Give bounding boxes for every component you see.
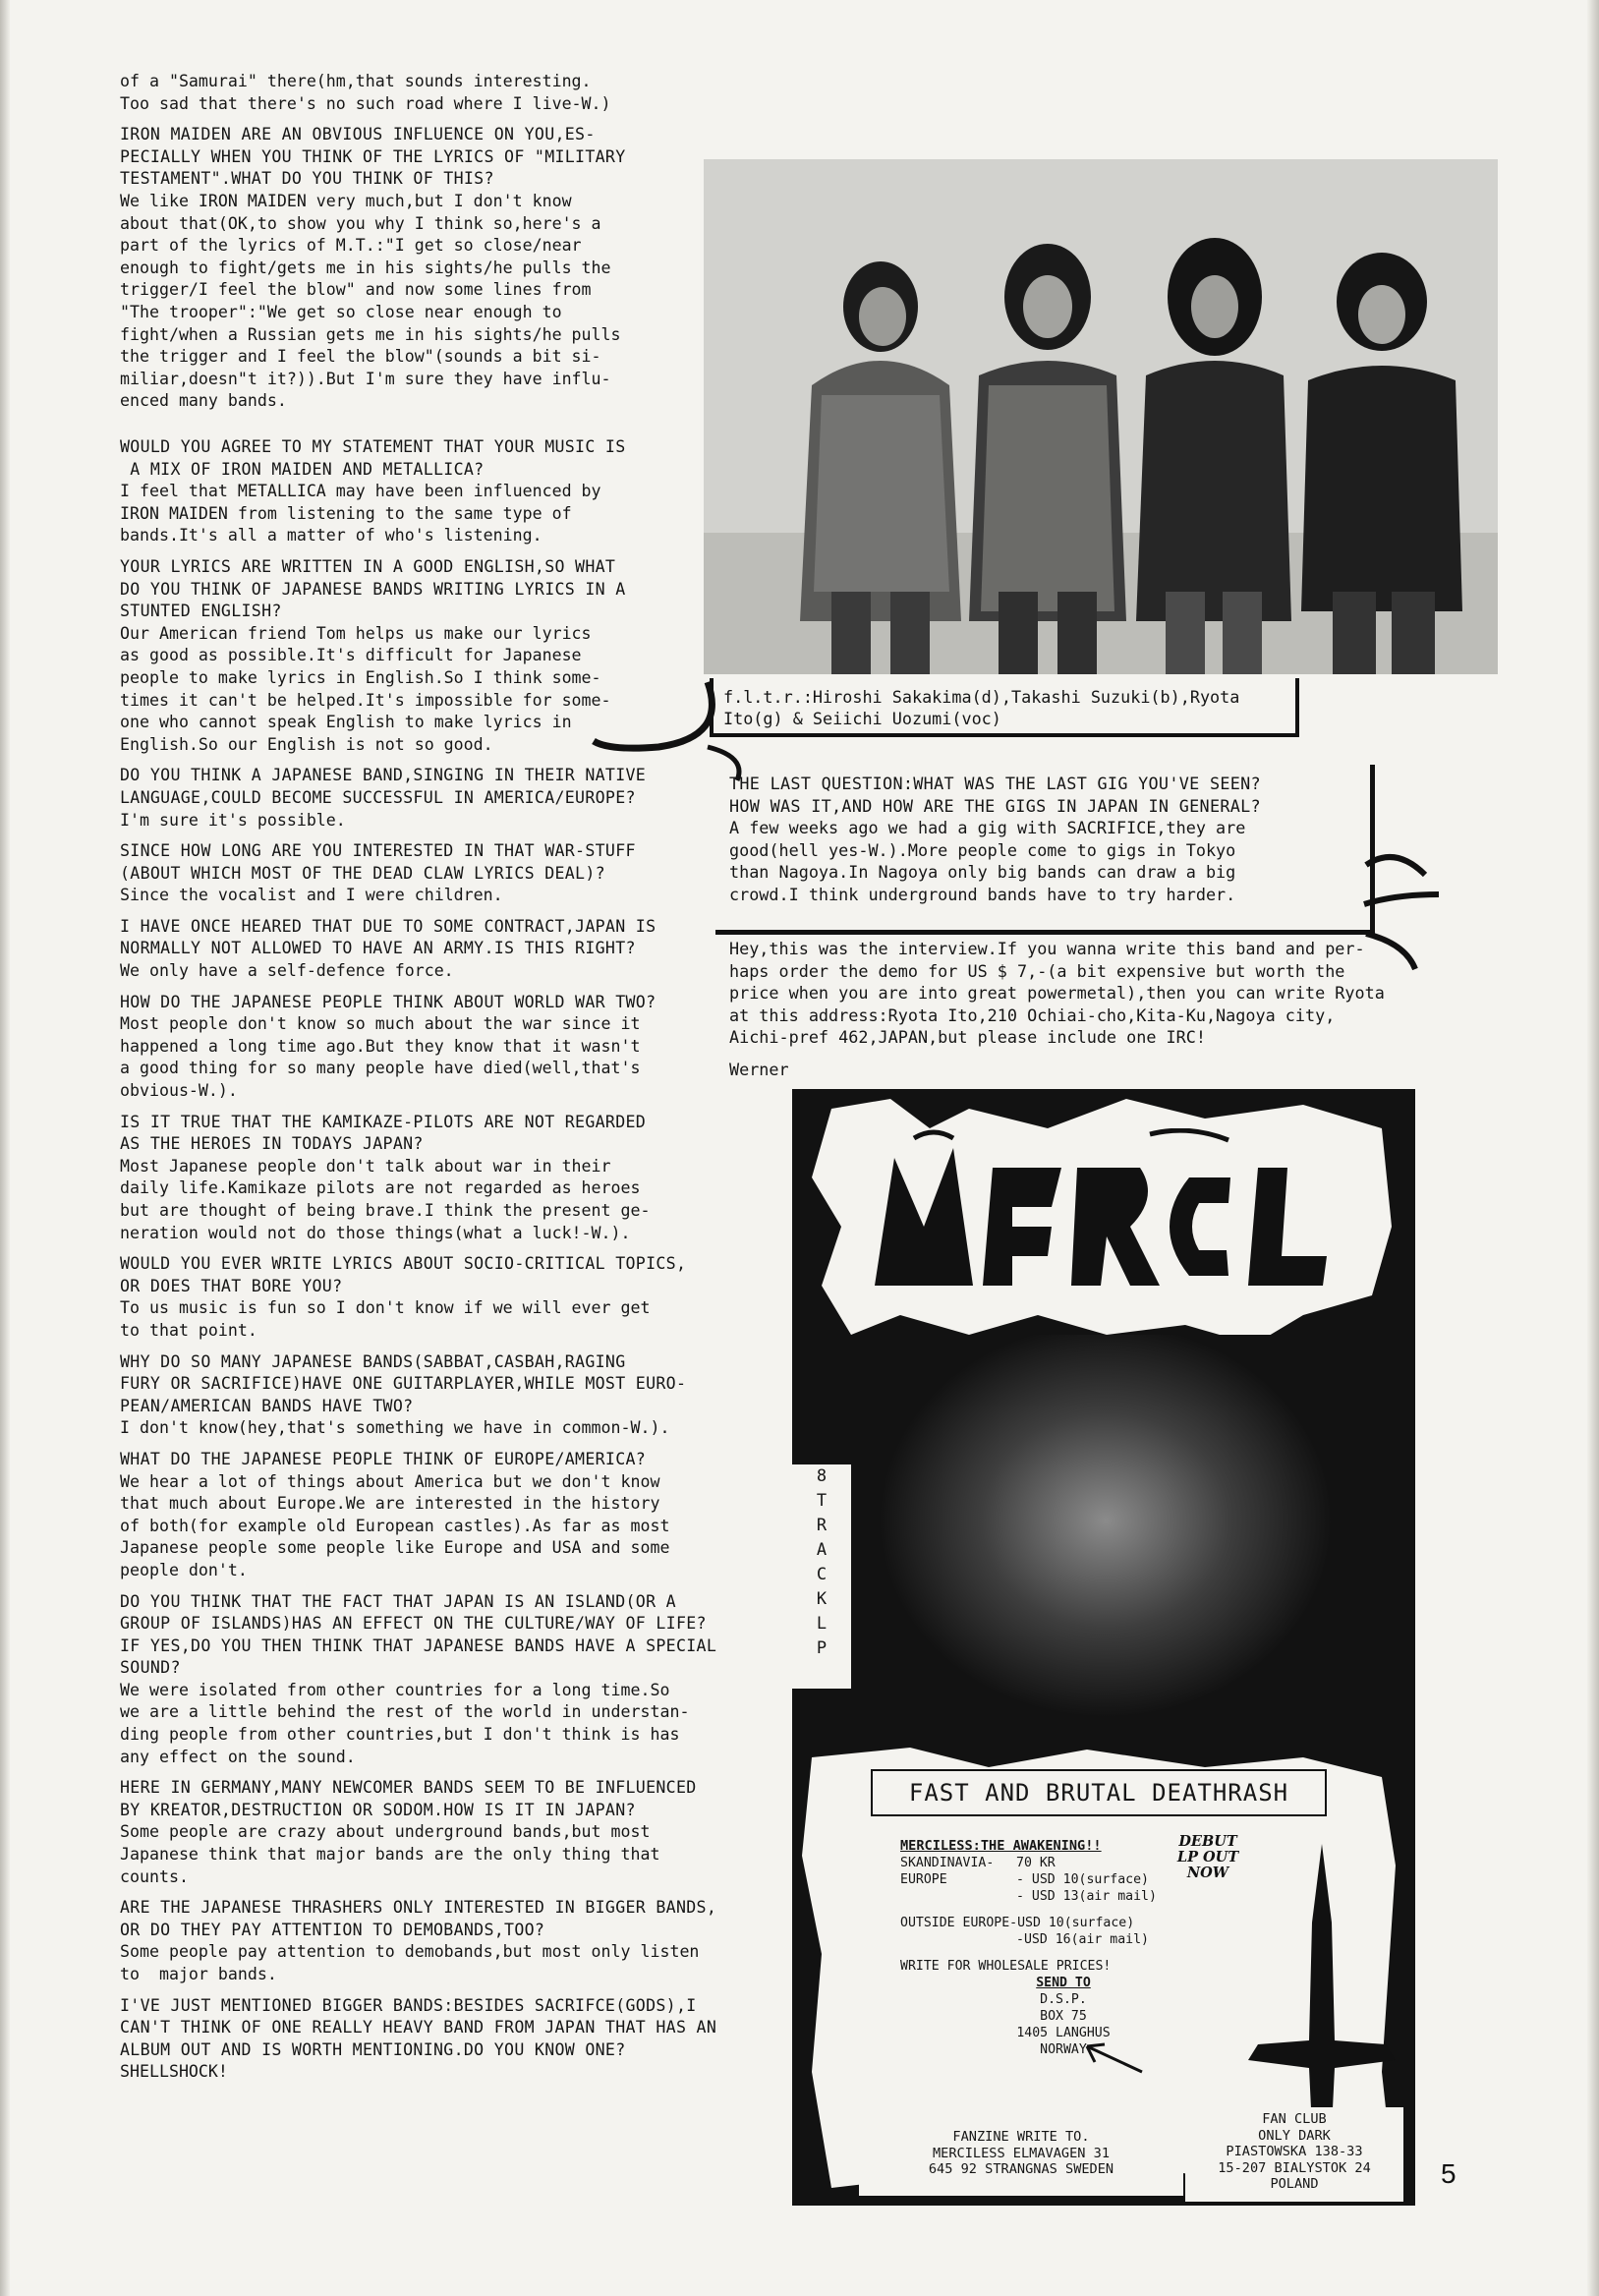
intro-line: of a "Samurai" there(hm,that sounds interesting. xyxy=(120,72,592,90)
band-photo xyxy=(704,159,1498,674)
answer: Some people pay attention to demobands,but most only listen to major bands. xyxy=(120,1942,700,1983)
answer: We only have a self-defence force. xyxy=(120,961,454,981)
fanclub-line: ONLY DARK xyxy=(1258,2127,1331,2144)
side-letter: T xyxy=(816,1491,828,1511)
question: I HAVE ONCE HEARED THAT DUE TO SOME CONTRACT,JAPAN IS NORMALLY NOT ALLOWED TO HAVE AN ARMY.IS THIS RIGHT? xyxy=(120,916,657,958)
answer: To us music is fun so I don't know if we will ever get to that point. xyxy=(120,1298,651,1340)
qa-block xyxy=(120,1777,788,1888)
wholesale-note: WRITE FOR WHOLESALE PRICES! xyxy=(900,1959,1112,1974)
answer: Our American friend Tom helps us make our lyrics as good as possible.It's difficult for Japanese people to make lyrics in English.So I think some- times it can't be helped.It's impossible for some- one who cannot speak English to make lyrics in English.So our English is not so good. xyxy=(120,623,611,754)
answer: Most people don't know so much about the war since it happened a long time ago.But they know that it wasn't a good thing for so many people have died(well,that's obvious-W.). xyxy=(120,1014,641,1101)
address-line: 1405 LANGHUS xyxy=(1016,2026,1111,2040)
question: WHY DO SO MANY JAPANESE BANDS(SABBAT,CASBAH,RAGING FURY OR SACRIFICE)HAVE ONE GUITARPLAYER,WHILE MOST EURO- PEAN/AMERICAN BANDS HAVE TWO? xyxy=(120,1351,687,1415)
question: WOULD YOU AGREE TO MY STATEMENT THAT YOUR MUSIC IS A MIX OF IRON MAIDEN AND METALLICA? xyxy=(120,437,626,479)
answer: Some people are crazy about underground bands,but most Japanese think that major bands are the only thing that counts. xyxy=(120,1822,660,1886)
fanzine-line: FANZINE WRITE TO. xyxy=(952,2129,1090,2145)
answer: We were isolated from other countries for a long time.So we are a little behind the rest of the world in understan- ding people from other countries,but I don't think is has any effect on the sound. xyxy=(120,1680,690,1766)
question: IRON MAIDEN ARE AN OBVIOUS INFLUENCE ON YOU,ES- PECIALLY WHEN YOU THINK OF THE LYRICS OF "MILITARY TESTAMENT".WHAT DO YOU THINK OF THIS? xyxy=(120,125,626,189)
answer: Since the vocalist and I were children. xyxy=(120,886,503,905)
price-region: EUROPE xyxy=(900,1872,947,1887)
side-letter: 8 xyxy=(816,1466,828,1486)
flyer-side-text xyxy=(792,1464,851,1689)
qa-block xyxy=(120,1449,788,1582)
flyer-tagline: FAST AND BRUTAL DEATHRASH xyxy=(871,1769,1327,1816)
debut-line: DEBUT xyxy=(1178,1833,1237,1850)
side-letter: P xyxy=(816,1638,828,1658)
qa-block xyxy=(120,1253,788,1342)
price-title: MERCILESS:THE AWAKENING!! xyxy=(900,1838,1102,1854)
price-region: SKANDINAVIA- xyxy=(900,1856,995,1870)
side-letter: C xyxy=(816,1565,828,1584)
price-value: 70 KR xyxy=(1016,1856,1056,1870)
send-to-text: SEND TO xyxy=(1036,1976,1091,1990)
signature: Werner xyxy=(729,1060,789,1079)
side-letter: A xyxy=(816,1540,828,1560)
send-to-label xyxy=(900,1975,1227,1991)
answer: I'm sure it's possible. xyxy=(120,810,346,830)
price-value: - USD 13(air mail) xyxy=(1016,1889,1157,1904)
merciless-logo xyxy=(855,1128,1366,1305)
side-letter: L xyxy=(816,1614,828,1634)
address-line: D.S.P. xyxy=(1040,1992,1087,2007)
question: I'VE JUST MENTIONED BIGGER BANDS:BESIDES SACRIFCE(GODS),I CAN'T THINK OF ONE REALLY HEAVY BAND FROM JAPAN THAT HAS AN ALBUM OUT AND IS WORTH MENTIONING.DO YOU KNOW ONE? xyxy=(120,1995,717,2059)
debut-line: NOW xyxy=(1186,1865,1229,1881)
outside-europe-price: -USD 16(air mail) xyxy=(1016,1932,1149,1947)
fanzine-line: MERCILESS ELMAVAGEN 31 xyxy=(932,2145,1111,2161)
qa-block xyxy=(120,840,788,907)
qa-block xyxy=(120,124,788,413)
photo-caption xyxy=(710,678,1299,737)
fanclub-line: POLAND xyxy=(1270,2176,1319,2192)
fan-club-address xyxy=(1185,2107,1403,2202)
intro-paragraph xyxy=(120,71,788,115)
address-line: BOX 75 xyxy=(1040,2009,1087,2024)
answer: We like IRON MAIDEN very much,but I don't know about that(OK,to show you why I think so,here's a part of the lyrics of M.T.:"I get so close/near enough to fight/gets me in his sights/he pulls the trigger/I feel the blow" and now some lines from "The trooper":"We get so close near enough to fight/when a Russian gets me in his sights/he pulls the trigger and I feel the blow"(sounds a bit si- miliar,doesn"t it?)).But I'm sure they have influ- enced many bands. xyxy=(120,191,621,411)
price-row xyxy=(900,1888,1227,1905)
fanclub-line: FAN CLUB xyxy=(1262,2111,1327,2127)
outro-paragraph: Hey,this was the interview.If you wanna write this band and per- haps order the demo for US $ 7,-(a bit expensive but worth the price when you are into great powermetal),then you can write Ryota at this address:Ryota Ito,210 Ochiai-cho,Kita-Ku,Nagoya city, Aichi-pref 462,JAPAN,but please include one IRC! xyxy=(729,939,1385,1048)
price-region xyxy=(900,1888,1016,1905)
page-right-edge xyxy=(1587,0,1599,2296)
fanzine-address xyxy=(859,2123,1183,2196)
question: WHAT DO THE JAPANESE PEOPLE THINK OF EUROPE/AMERICA? xyxy=(120,1449,647,1468)
page-binding-edge xyxy=(0,0,10,2296)
fanclub-line: 15-207 BIALYSTOK 24 xyxy=(1218,2159,1371,2176)
question: DO YOU THINK A JAPANESE BAND,SINGING IN THEIR NATIVE LANGUAGE,COULD BECOME SUCCESSFUL IN AMERICA/EUROPE? xyxy=(120,766,647,807)
question: THE LAST QUESTION:WHAT WAS THE LAST GIG YOU'VE SEEN? HOW WAS IT,AND HOW ARE THE GIGS IN JAPAN IN GENERAL? xyxy=(729,774,1261,816)
qa-block xyxy=(120,436,788,547)
side-letter: K xyxy=(816,1589,828,1609)
fanclub-line: PIASTOWSKA 138-33 xyxy=(1226,2144,1363,2159)
qa-block xyxy=(120,1995,788,2084)
last-question-block xyxy=(729,773,1358,906)
intro-line: Too sad that there's no such road where I live-W.) xyxy=(120,93,611,113)
question: IS IT TRUE THAT THE KAMIKAZE-PILOTS ARE NOT REGARDED AS THE HEROES IN TODAYS JAPAN? xyxy=(120,1112,647,1154)
address-line: NORWAY xyxy=(1040,2042,1087,2057)
outside-europe-price: OUTSIDE EUROPE-USD 10(surface) xyxy=(900,1916,1135,1930)
question: ARE THE JAPANESE THRASHERS ONLY INTERESTED IN BIGGER BANDS, OR DO THEY PAY ATTENTION TO DEMOBANDS,TOO? xyxy=(120,1898,717,1939)
page-number: 5 xyxy=(1441,2158,1456,2189)
answer: SHELLSHOCK! xyxy=(120,2062,228,2082)
interview-column xyxy=(120,71,788,422)
qa-block xyxy=(120,1351,788,1440)
photo-caption-text: f.l.t.r.:Hiroshi Sakakima(d),Takashi Suzuki(b),Ryota Ito(g) & Seiichi Uozumi(voc) xyxy=(723,687,1240,728)
qa-block xyxy=(120,1112,788,1245)
answer: A few weeks ago we had a gig with SACRIFICE,they are good(hell yes-W.).More people come to gigs in Tokyo than Nagoya.In Nagoya only big bands can draw a big crowd.I think underground bands have to try harder. xyxy=(729,818,1246,904)
qa-block xyxy=(120,1591,788,1769)
inverted-cross-icon xyxy=(1238,1844,1405,2139)
question: YOUR LYRICS ARE WRITTEN IN A GOOD ENGLISH,SO WHAT DO YOU THINK OF JAPANESE BANDS WRITING LYRICS IN A STUNTED ENGLISH? xyxy=(120,556,626,621)
qa-block xyxy=(120,992,788,1103)
answer: I don't know(hey,that's something we have in common-W.). xyxy=(120,1418,670,1438)
debut-line: LP OUT xyxy=(1176,1849,1239,1866)
answer: Most Japanese people don't talk about war in their daily life.Kamikaze pilots are not regarded as heroes but are thought of being brave.I think the present ge- neration would not do those things(what a luck!-W.). xyxy=(120,1156,651,1242)
answer: I feel that METALLICA may have been influenced by IRON MAIDEN from listening to the same type of bands.It's all a matter of who's listening. xyxy=(120,482,601,545)
question: WOULD YOU EVER WRITE LYRICS ABOUT SOCIO-CRITICAL TOPICS, OR DOES THAT BORE YOU? xyxy=(120,1254,687,1295)
qa-block xyxy=(120,916,788,983)
question: HERE IN GERMANY,MANY NEWCOMER BANDS SEEM TO BE INFLUENCED BY KREATOR,DESTRUCTION OR SODOM.HOW IS IT IN JAPAN? xyxy=(120,1778,697,1819)
side-letter: R xyxy=(816,1516,828,1535)
debut-lp-note xyxy=(1164,1834,1252,1881)
question: DO YOU THINK THAT THE FACT THAT JAPAN IS AN ISLAND(OR A GROUP OF ISLANDS)HAS AN EFFECT ON THE CULTURE/WAY OF LIFE? IF YES,DO YOU THEN THINK THAT JAPANESE BANDS HAVE A SPECIAL SOUND? xyxy=(120,1591,717,1678)
flyer-band-photo xyxy=(875,1335,1337,1748)
answer: We hear a lot of things about America but we don't know that much about Europe.We are interested in the history of both(for example old European castles).As far as most Japanese people some people like Europe and USA and some people don't. xyxy=(120,1471,670,1579)
question: SINCE HOW LONG ARE YOU INTERESTED IN THAT WAR-STUFF (ABOUT WHICH MOST OF THE DEAD CLAW LYRICS DEAL)? xyxy=(120,841,636,883)
fanzine-line: 645 92 STRANGNAS SWEDEN xyxy=(928,2161,1114,2177)
band-photo-illustration xyxy=(704,159,1498,674)
qa-block xyxy=(120,1897,788,1985)
question: HOW DO THE JAPANESE PEOPLE THINK ABOUT WORLD WAR TWO? xyxy=(120,992,657,1011)
arrow-icon xyxy=(1077,2038,1146,2078)
price-value: - USD 10(surface) xyxy=(1016,1872,1149,1887)
